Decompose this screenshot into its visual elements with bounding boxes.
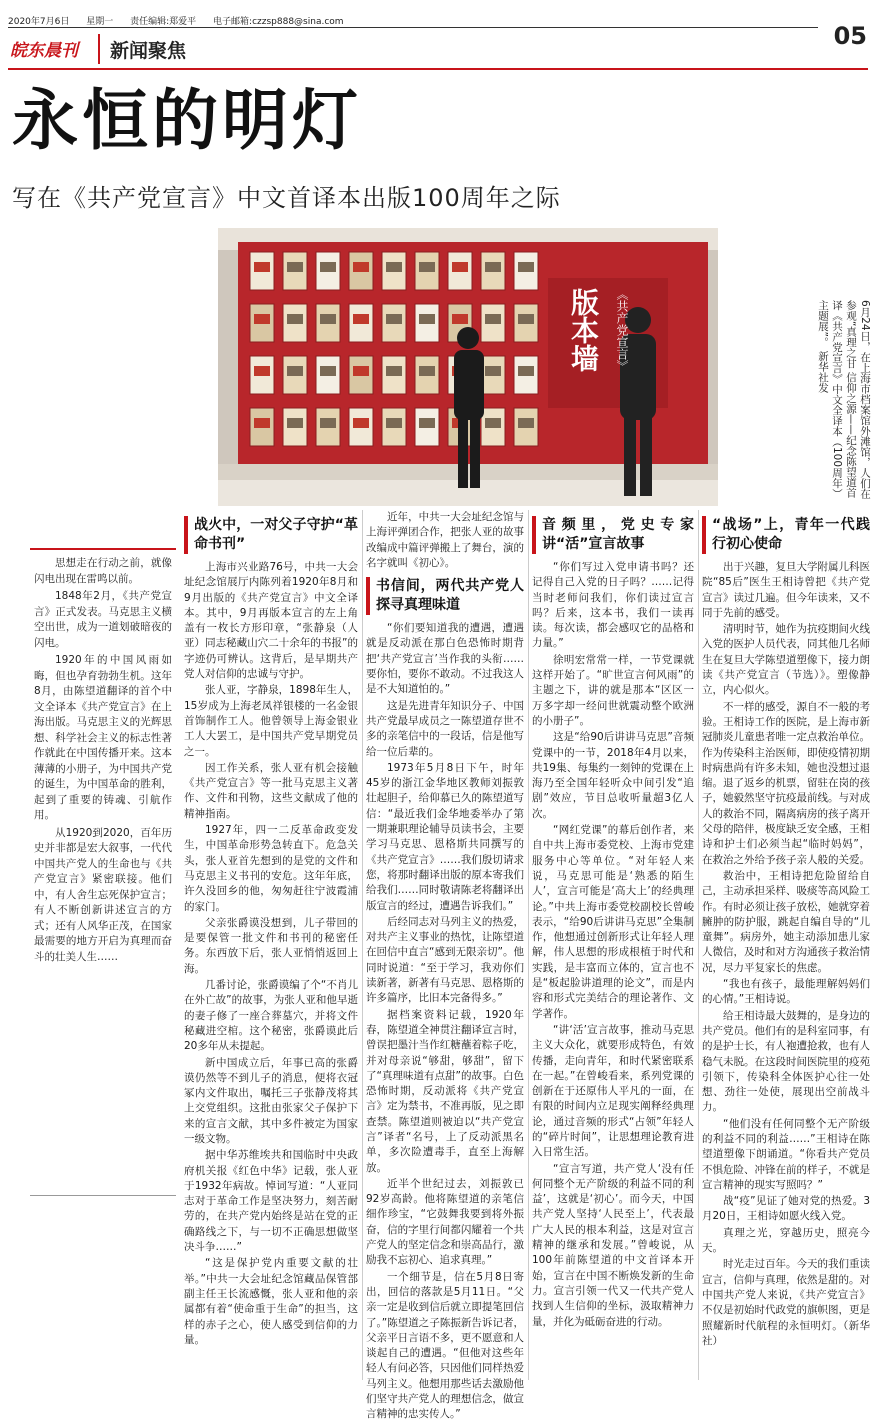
intro-paragraph: 思想走在行动之前，就像闪电出现在雷鸣以前。 bbox=[34, 557, 172, 585]
section-1-continuation bbox=[366, 510, 524, 571]
book-cover-band bbox=[485, 262, 501, 272]
book-cover-band bbox=[287, 418, 303, 428]
book-cover-band bbox=[386, 262, 402, 272]
body-paragraph: 近年，中共一大会址纪念馆与上海评弹团合作，把张人亚的故事改编成中篇评弹搬上了舞台，演的名字就叫《初心》。 bbox=[366, 511, 524, 569]
body-paragraph: 近半个世纪过去，刘振敦已92岁高龄。他将陈望道的亲笔信细作珍宝，“它鼓舞我要到将外振奋，信的字里行间都闪耀着一个共产党人的坚定信念和崇高品行，激励我不忘初心、追求真理。” bbox=[366, 1177, 524, 1267]
book-cover-band bbox=[320, 262, 336, 272]
body-paragraph: 1927年，四一二反革命政变发生，中国革命形势急转直下。危急关头，张人亚首先想到的是党的文件和马克思主义书刊的安危。这年年底，许久没回乡的他，匆匆赶往宁波霞浦的家门。 bbox=[184, 824, 358, 913]
book-cover-band bbox=[452, 314, 468, 324]
editor-name: 责任编辑:郑爱平 bbox=[130, 17, 197, 27]
body-paragraph: “你们写过入党申请书吗？还记得自己入党的日子吗？……记得当时老师问我们，你们读过宣言吗？后来，这本书，我们一读再读。每次读，都会感叹它的品格和力量。” bbox=[532, 561, 694, 650]
body-paragraph: “讲‘活’宣言故事，推动马克思主义大众化，就要形成特色，有效传播，走向青年，和时代紧密联系在一起。”在曾峻看来，系列党课的创新在于还原伟人平凡的一面，在有限的时间内立足现实阐释经典理论，通过音频的形式“占领”年轻人的“碎片时间”，让思想理论教育进入日常生活。 bbox=[532, 1023, 694, 1159]
section-heading-3: 音频里，党史专家讲“活”宣言故事 bbox=[532, 516, 694, 554]
book-cover-band bbox=[485, 314, 501, 324]
book-cover-band bbox=[518, 418, 534, 428]
body-paragraph: 真理之光，穿越历史，照亮今天。 bbox=[702, 1226, 870, 1255]
section-body-3 bbox=[532, 560, 694, 1330]
intro-paragraph: 1920年的中国风雨如晦，但也孕育勃勃生机。这年8月，由陈望道翻译的首个中文全译本《共产党宣言》在上海出版。马克思主义的光辉思想、科学社会主义的标志性著作就此在中国传播开来。这本薄薄的小册子，为中国共产党的诞生，为中国革命的胜利，起到了重要的铸魂、引航作用。 bbox=[34, 654, 172, 821]
wall-title: 版本墙 bbox=[567, 288, 600, 372]
body-paragraph: 父亲张爵谟没想到，儿子带回的是要保管一批文件和书刊的秘密任务。东西放下后，张人亚悄悄返回上海。 bbox=[184, 916, 358, 975]
book-cover-band bbox=[254, 418, 270, 428]
body-paragraph: “他们没有任何同整个无产阶级的利益不同的利益……”王相诗在陈望道塑像下朗诵道。“你看共产党员不惧危险、冲锋在前的样子，不就是宣言精神的现实写照吗？” bbox=[702, 1117, 870, 1191]
book-cover-band bbox=[419, 366, 435, 376]
book-cover-band bbox=[419, 418, 435, 428]
column-divider bbox=[698, 510, 699, 1380]
book-cover-band bbox=[254, 314, 270, 324]
body-paragraph: 时光走过百年。今天的我们重读宣言，信仰与真理，依然是甜的。对中国共产党人来说，《共产党宣言》不仅是初始时代政党的旗帜图，更是照耀新时代航程的永恒明灯。（新华社） bbox=[702, 1258, 870, 1347]
body-paragraph: 清明时节，她作为抗疫期间火线入党的医护人员代表，同其他几名师生在复旦大学陈望道塑像下，接力朗读《共产党宣言（节选）》。塑像静立，内心似火。 bbox=[702, 623, 870, 697]
book-cover-band bbox=[320, 314, 336, 324]
book-cover-band bbox=[254, 366, 270, 376]
book-cover-band bbox=[287, 314, 303, 324]
intro-paragraph: 从1920到2020，百年历史并非都是宏大叙事，一代代中国共产党人的生命也与《共产党宣言》紧密联接。他们中，有人舍生忘死保护宣言；有人不断创新讲述宣言的方式；还有人风华正茂，在国家最需要的地方开启为真理而奋斗的壮美人生…… bbox=[34, 826, 172, 963]
intro-sidebar bbox=[30, 548, 176, 1196]
exhibition-photo bbox=[218, 228, 718, 506]
book-cover-band bbox=[287, 366, 303, 376]
book-cover-band bbox=[353, 366, 369, 376]
column-divider bbox=[362, 510, 363, 1380]
body-paragraph: “网红党课”的幕后创作者，来自中共上海市委党校、上海市党建服务中心等单位。“对年轻人来说，马克思可能是‘熟悉的陌生人’，宣言可能是‘高大上’的经典理论。”中共上海市委党校副校长曾峻表示，“给90后讲讲马克思”全集制作，他想通过创新形式让年轻人理解，伟人思想的形成根植于时代和实践，是丰富而立体的，宣言也不是“板起脸讲道理的论文”，而是内容和形式完美结合的理论著作、文学著作。 bbox=[532, 824, 694, 1020]
issue-weekday: 星期一 bbox=[86, 17, 114, 27]
book-cover-band bbox=[320, 366, 336, 376]
editor-email: 电子邮箱:czzsp888@sina.com bbox=[213, 17, 344, 27]
article-column-3 bbox=[532, 510, 694, 1380]
article-subtitle: 写在《共产党宣言》中文首译本出版100周年之际 bbox=[12, 184, 561, 212]
book-cover-band bbox=[386, 366, 402, 376]
page-number: 05 bbox=[833, 22, 867, 50]
book-cover-band bbox=[353, 314, 369, 324]
body-paragraph: 据档案资料记载，1920年春，陈望道全神贯注翻译宣言时，曾误把墨汁当作红糖蘸着粽子吃，并对母亲说“够甜，够甜”，留下了“真理味道有点甜”的故事。白色恐怖时期，反动派将《共产党宣言》定为禁书，不准再版，见之即查禁。陈望道则被迫以“共产党宣言”译者“名号，上了反动派黑名单，多次险遭毒手，直至上海解放。 bbox=[366, 1008, 524, 1174]
book-cover-band bbox=[419, 314, 435, 324]
section-title: 新闻聚焦 bbox=[110, 40, 187, 62]
newspaper-brand-logo: 皖东晨刊 bbox=[10, 41, 78, 61]
section-rule bbox=[8, 68, 868, 70]
intro-paragraph: 1848年2月，《共产党宣言》正式发表。马克思主义横空出世，成为一道划破暗夜的闪电。 bbox=[34, 590, 172, 649]
body-paragraph: 后经同志对马列主义的热爱，对共产主义事业的热忱，让陈望道在回信中直言“感到无限亲切”。他同时说道：“至于学习，我劝你们读新著，新著有马克思、恩格斯的许多篇序，比旧本完备得多。” bbox=[366, 915, 524, 1005]
body-paragraph: 战“疫”见证了她对党的热爱。3月20日，王相诗如愿火线入党。 bbox=[702, 1195, 870, 1223]
brand-divider bbox=[98, 34, 100, 64]
column-divider bbox=[528, 510, 529, 1380]
book-cover-band bbox=[320, 418, 336, 428]
masthead-meta bbox=[8, 14, 358, 27]
book-cover-band bbox=[518, 366, 534, 376]
book-cover-band bbox=[287, 262, 303, 272]
body-paragraph: 新中国成立后，年事已高的张爵谟仍然等不到儿子的消息，便将衣冠冢内文件取出，嘱托三子张静茂将其上交党组织。这批由张家父子保护下来的宣言文献，其中多件被定为国家一级文物。 bbox=[184, 1056, 358, 1145]
book-cover-band bbox=[518, 314, 534, 324]
body-paragraph: 据中华苏维埃共和国临时中央政府机关报《红色中华》记载，张人亚于1932年病故。悼词写道：“人亚同志对于革命工作是坚决努力，刻苦耐劳的，在共产党内始终是站在党的正确路线之下，与一切不正确思想做坚决斗争……” bbox=[184, 1149, 358, 1254]
body-paragraph: 几番讨论，张爵谟编了个“不肖儿在外亡故”的故事，为张人亚和他早逝的妻子修了一座合葬墓穴，并将文件秘藏进空棺。这个秘密，张爵谟此后20多年从未提起。 bbox=[184, 979, 358, 1053]
book-cover-band bbox=[353, 262, 369, 272]
wall-banner: 《共产党宣言》 bbox=[615, 288, 629, 372]
body-paragraph: “宣言写道，共产党人‘没有任何同整个无产阶级的利益不同的利益’，这就是‘初心’。而今天，中国共产党人坚持‘人民至上’，代表最广大人民的根本利益，这是对宣言精神的继承和发展。”曾峻说，从100年前陈望道的中文首译本开始，宣言在中国不断焕发新的生命力。宣言引领一代又一代共产党人找到人生信仰的坐标，汲取精神力量，并化为砥砺奋进的行动。 bbox=[532, 1162, 694, 1328]
book-cover-band bbox=[485, 418, 501, 428]
body-paragraph: 一个细节是，信在5月8日寄出，回信的落款是5月11日。“父亲一定是收到信后就立即提笔回信了。”陈望道之子陈振新告诉记者，父亲平日言语不多，更不愿意和人谈起自己的遭遇。“但他对这些年轻人有问必答，只因他们同样热爱马列主义。他想用那些话去激励他们坚守共产党人的理想信念，做宣言精神的忠实传人。” bbox=[366, 1270, 524, 1421]
book-cover-band bbox=[353, 418, 369, 428]
issue-date: 2020年7月6日 bbox=[8, 17, 70, 27]
body-paragraph: “这是保护党内重要文献的壮举。”中共一大会址纪念馆藏品保管部副主任王长流感慨，张人亚和他的亲属都有着“使命重于生命”的担当，这样的赤子之心，使人感受到信仰的力量。 bbox=[184, 1257, 358, 1346]
book-cover-band bbox=[419, 262, 435, 272]
section-body-4 bbox=[702, 560, 870, 1349]
section-body-2 bbox=[366, 621, 524, 1422]
section-heading-2: 书信间，两代共产党人探寻真理味道 bbox=[366, 577, 524, 615]
body-paragraph: “我也有孩子，最能理解妈妈们的心情。”王相诗说。 bbox=[702, 978, 870, 1006]
article-column-2 bbox=[366, 510, 524, 1421]
book-cover-band bbox=[518, 262, 534, 272]
body-paragraph: 出于兴趣，复旦大学附属儿科医院“85后”医生王相诗曾把《共产党宣言》读过几遍。但今年读来，又不同于先前的感受。 bbox=[702, 561, 870, 619]
book-cover-band bbox=[386, 418, 402, 428]
body-paragraph: 1973年5月8日下午，时年45岁的浙江金华地区教师刘振敦壮起胆子，给仰慕已久的陈望道写信：“最近我们金华地委举办了第一期兼职理论辅导员读书会，主要学习马克思、恩格斯共同撰写的《共产党宣言》……我们殷切请求您，将那时翻译出版的原本寄我们给我们……同时敬请陈老将翻译出版宣言的经过，遭遇告诉我们。” bbox=[366, 761, 524, 912]
section-heading-1: 战火中，一对父子守护“革命书刊” bbox=[184, 516, 358, 554]
exhibition-photo-art bbox=[218, 228, 718, 506]
book-cover-band bbox=[254, 262, 270, 272]
body-paragraph: 上海市兴业路76号，中共一大会址纪念馆展厅内陈列着1920年8月和9月出版的《共产党宣言》中文全译本。其中，9月再版本宣言的左上角盖有一枚长方形印章，“张静泉（人亚）同志秘藏山穴二十余年的书报”的字迹仍可辨认。这背后，是早期共产党人对信仰的忠诚与守护。 bbox=[184, 561, 358, 681]
body-paragraph: “你们要知道我的遭遇，遭遇就是反动派在那白色恐怖时期背把‘共产党宣言’当作我的头衔……要你怕，要你不敢动。不过我这人是不大知道怕的。” bbox=[366, 622, 524, 696]
book-cover-band bbox=[386, 314, 402, 324]
body-paragraph: 这是“给90后讲讲马克思”音频党课中的一节，2018年4月以来，共19集、每集约一刻钟的党课在上海乃至全国年轻听众中间引发“追剧”效应，节目总收听量超3亿人次。 bbox=[532, 731, 694, 820]
header-rule bbox=[8, 27, 818, 28]
article-column-4 bbox=[702, 510, 870, 1380]
article-column-1 bbox=[184, 510, 358, 1380]
section-body-1 bbox=[184, 560, 358, 1348]
body-paragraph: 徐明宏常常一样，一节党课就这样开始了。“旷世宣言何风雨”的主题之下，讲的就是那本“区区一万多字却一经问世就震动整个欧洲的小册子”。 bbox=[532, 653, 694, 727]
body-paragraph: 因工作关系，张人亚有机会接触《共产党宣言》等一批马克思主义著作、文件和刊物，这些文献成了他的精神指南。 bbox=[184, 761, 358, 820]
body-paragraph: 给王相诗最大鼓舞的，是身边的共产党员。他们有的是科室同事，有的是护士长，有人袍遭抢救，也有人稳气未脱。在这段时间医院里的疫苑引领下，传染科全体医护心往一处想、劲往一处使，展现出空前战斗力。 bbox=[702, 1009, 870, 1114]
body-paragraph: 不一样的感受，源自不一般的考验。王相诗工作的医院，是上海市新冠肺炎儿童患者唯一定点救治单位。作为传染科主治医师，即使疫情初期时病患尚有许多未知，她也没想过退缩。退了返乡的机票，留驻在岗的孩子，她毅然坚守抗疫最前线。与对成人的救治不同，隔离病房的孩子离开父母的陪伴，极度缺乏安全感，王相诗和护士们必须当起“临时妈妈”，在救治之外给予孩子亲人般的关爱。 bbox=[702, 700, 870, 866]
body-paragraph: 这是先进青年知识分子、中国共产党最早成员之一陈望道存世不多的亲笔信中的一段话，信是他写给一位后辈的。 bbox=[366, 699, 524, 758]
article-title: 永恒的明灯 bbox=[12, 82, 362, 159]
photo-caption: 6月24日，在上海市档案馆外滩馆，人们在参观“真理之甘 信仰之源——纪念陈望道首译《共产党宣言》中文全译本（100周年）主题展”。 新华社发 bbox=[817, 300, 871, 499]
body-paragraph: 救治中，王相诗把危险留给自己，主动承担采样、吸痰等高风险工作。有时必须让孩子放松，她就穿着臃肿的防护服，跳起自编自导的“儿童舞”。病房外，她主动添加患儿家人微信，及时和对方沟通孩子救治情况，尽力平复家长的焦虑。 bbox=[702, 869, 870, 974]
book-cover-band bbox=[485, 366, 501, 376]
body-paragraph: 张人亚，字静泉，1898年生人，15岁成为上海老凤祥银楼的一名金银首饰制作工人。他曾领导上海金银业工人大罢工，是中国共产党早期党员之一。 bbox=[184, 684, 358, 758]
book-cover-band bbox=[452, 262, 468, 272]
section-heading-4: “战场”上，青年一代践行初心使命 bbox=[702, 516, 870, 554]
